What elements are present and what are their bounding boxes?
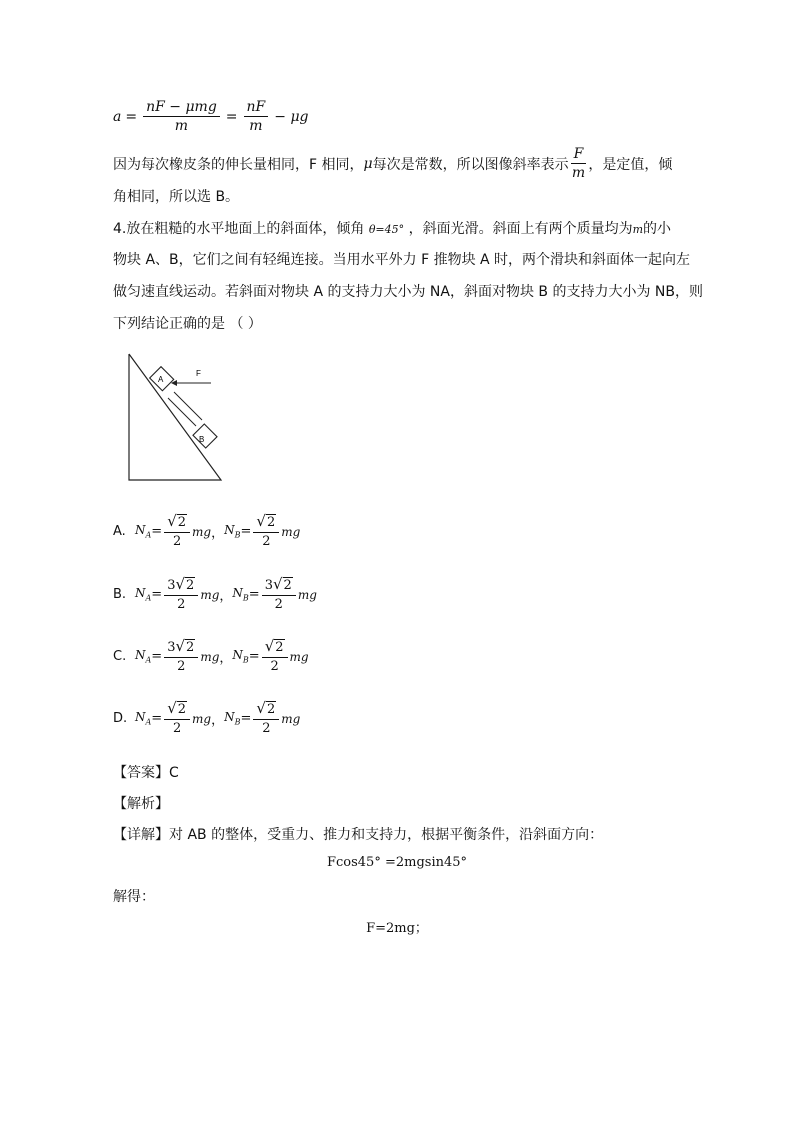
answer: 【答案】C — [113, 765, 179, 781]
para1-line2: 角相同，所以选 B。 — [113, 189, 240, 205]
question-line4: 下列结论正确的是 （ ） — [113, 316, 262, 332]
block-b — [193, 424, 217, 448]
force-label: F — [196, 369, 201, 378]
option-a[interactable]: A. $N_A$ = $\frac{√2}{2}$ mg ， $N_B$ = $\frac{√2}{2}$ mg — [113, 512, 301, 549]
formula-tail: − μg — [274, 108, 309, 125]
rope — [174, 392, 202, 420]
para1-line1: 因为每次橡皮条的伸长量相同，F 相同， μ 每次是常数，所以图像斜率表示 $\frac{F}{m}$ ，是定值，倾 — [113, 146, 673, 181]
formula-fraction-2: $\frac{nF}{m}$ — [244, 99, 269, 134]
analysis-heading: 【解析】 — [113, 796, 169, 812]
detail-text: 【详解】对 AB 的整体，受重力、推力和支持力，根据平衡条件，沿斜面方向： — [113, 827, 604, 843]
formula-lhs: a — [113, 108, 122, 125]
question-line1: 4.放在粗糙的水平地面上的斜面体，倾角 θ=45° ，斜面光滑。斜面上有两个质量均为m的小 — [113, 221, 672, 237]
equation-1: Fcos45° =2mgsin45° — [326, 855, 468, 870]
block-a-label: A — [158, 375, 164, 384]
solve-label: 解得： — [113, 889, 155, 905]
block-b-label: B — [199, 435, 205, 444]
question-line3: 做匀速直线运动。若斜面对物块 A 的支持力大小为 NA，斜面对物块 B 的支持力大小为 NB，则 — [113, 284, 704, 300]
incline-figure — [125, 350, 225, 485]
formula-fraction-1: $\frac{\text{nF − μmg}}{m}$ — [143, 99, 220, 134]
equation-2: F=2mg； — [366, 921, 428, 936]
option-c[interactable]: C. $N_A$ = $\frac{3√2}{2}$ mg ， $N_B$ = $\frac{√2}{2}$ mg — [113, 637, 309, 674]
theta-value: θ=45° — [368, 223, 405, 236]
option-b[interactable]: B. $N_A$ = $\frac{3√2}{2}$ mg ， $N_B$ = $\frac{3√2}{2}$ mg — [113, 575, 317, 612]
formula-top: a = $\frac{\text{nF − μmg}}{m}$ = $\frac{nF}{m}$ − μg — [113, 99, 309, 134]
mu-symbol: μ — [363, 155, 373, 172]
incline-triangle — [129, 354, 221, 480]
slope-fraction: $\frac{F}{m}$ — [571, 146, 586, 181]
question-line2: 物块 A、B，它们之间有轻绳连接。当用水平外力 F 推物块 A 时，两个滑块和斜面体一起向左 — [113, 252, 691, 268]
option-d[interactable]: D. $N_A$ = $\frac{√2}{2}$ mg ， $N_B$ = $\frac{√2}{2}$ mg — [113, 699, 301, 736]
